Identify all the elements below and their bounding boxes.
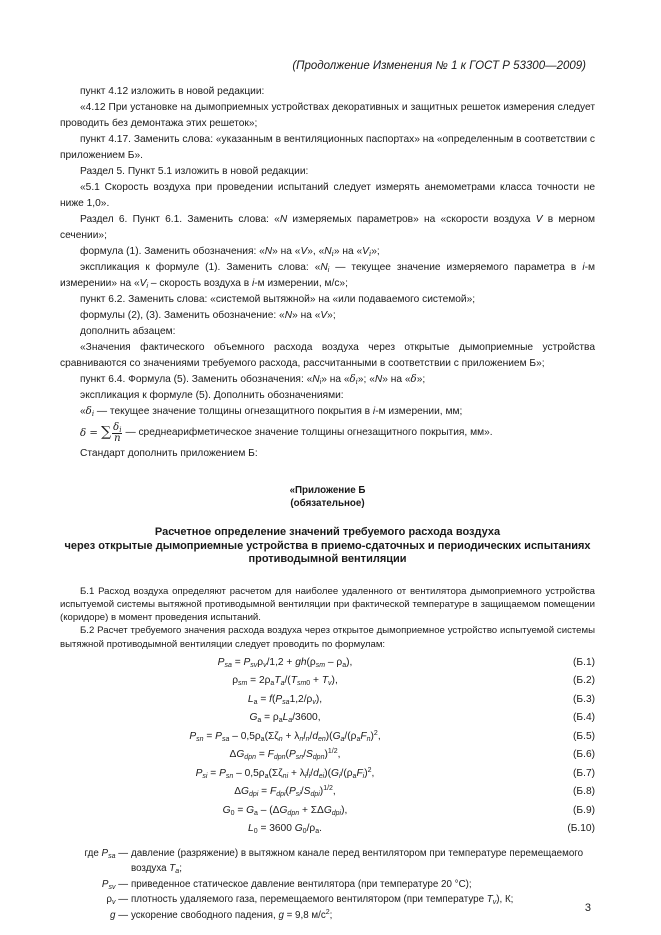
- delta-mean-description: — среднеарифметическое значение толщины огнезащитного покрытия, мм».: [125, 427, 493, 438]
- formula-b7: $P_{si} = P_{sn} - 0,5\rho_a(\Sigma\zeta_{ni} + \lambda_il_i/d_{ei})(G_i/(\rho_aF_i)^2$, (Б.7): [195, 766, 595, 780]
- appendix-heading: [60, 484, 595, 510]
- delta-formula-lhs: δ = ∑: [80, 424, 112, 440]
- amendment-4-12-text: «4.12 При установке на дымоприемных устройствах декоративных и защитных решеток измерения следует проводить без демонтажа этих решеток»;: [60, 102, 595, 129]
- explication-g: g — ускорение свободного падения, g = 9,8 $м/с^2$;: [110, 908, 333, 921]
- delta-fraction: $\frac{\delta_i}{n}$: [113, 421, 122, 444]
- amendment-formula-1: формула (1). Заменить обозначения: «N» на «V», «$N_i$» на «$V_i$»;: [80, 246, 380, 258]
- formula-number: (Б.7): [573, 767, 595, 779]
- amendment-6-2: пункт 6.2. Заменить слова: «системой вытяжной» на «или подаваемого системой»;: [80, 294, 476, 305]
- formula-b4: $G_a = \rho_aL_a/3600$, (Б.4): [249, 712, 595, 725]
- formula-number: (Б.3): [573, 693, 595, 705]
- amendment-explication-5: экспликация к формуле (5). Дополнить обозначениями:: [80, 390, 344, 401]
- formula-b3: $L_a = f(P_{sa}1,2/\rho_v)$, (Б.3): [247, 693, 595, 706]
- formula-number: (Б.1): [573, 656, 595, 668]
- formula-b6: $\Delta G_{dpn} = F_{dpn}(P_{sn}/S_{dpn})^{1/2}$, (Б.6): [229, 748, 595, 762]
- formula-number: (Б.8): [573, 786, 595, 798]
- amendment-added-paragraph-text: «Значения фактического объемного расхода воздуха через открытые дымоприемные устройства сравниваются со значениями требуемого расхода, рассчитанными в соответствии с приложением Б»;: [60, 342, 595, 369]
- document-body: [60, 84, 595, 923]
- formula-number: (Б.5): [573, 730, 595, 742]
- explication-psv: $P_{sv}$ — приведенное статическое давление вентилятора (при температуре 20 °C);: [101, 878, 472, 891]
- appendix-label: «Приложение Б: [289, 485, 366, 496]
- amendment-6-1: Раздел 6. Пункт 6.1. Заменить слова: «N измеряемых параметров» на «скорости воздуха V в мерном сечении»;: [60, 214, 595, 241]
- running-header: (Продолжение Изменения № 1 к ГОСТ Р 53300—2009): [292, 60, 586, 72]
- appendix-body: [60, 585, 595, 651]
- amendment-add-paragraph: дополнить абзацем:: [80, 326, 176, 337]
- amendment-4-17: пункт 4.17. Заменить слова: «указанным в вентиляционных паспортах» на «определенным в соответствии с приложением Б».: [60, 134, 595, 161]
- formula-number: (Б.10): [567, 823, 595, 835]
- formula-b10: $L_0 = 3600$ $G_0/\rho_a$. (Б.10): [248, 823, 595, 836]
- formula-number: (Б.2): [573, 675, 595, 687]
- amendment-5-1-text: «5.1 Скорость воздуха при проведении испытаний следует измерять анемометрами класса точности не ниже 1,0».: [60, 182, 595, 209]
- formula-b9: $G_0 = G_a - (\Delta G_{dpn} + \Sigma\Delta G_{dpi})$, (Б.9): [222, 804, 595, 817]
- amendment-4-12-intro: пункт 4.12 изложить в новой редакции:: [80, 86, 265, 97]
- amendment-6-4: пункт 6.4. Формула (5). Заменить обозначения: «$N_i$» на «$\delta_i$»; «N» на «δ»;: [80, 374, 426, 386]
- formula-b1: $P_{sa} = P_{sv}\rho_v/1,2 + gh(\rho_{sm} - \rho_a)$, (Б.1): [217, 656, 595, 669]
- explication-psa: где $P_{sa}$ — давление (разряжение) в вытяжном канале перед вентилятором при температуре перемещаемого воздуха $T_a$;: [84, 847, 584, 876]
- formula-number: (Б.6): [573, 749, 595, 761]
- appendix-status: (обязательное): [290, 498, 365, 509]
- clause-b1: Б.1 Расход воздуха определяют расчетом для наиболее удаленного от вентилятора дымоприемного устройства испытуемой системы вытяжной противодымной вентиляции при фактической температуре в защищаемом помещении (коридоре) в момент проведения испытаний.: [60, 585, 595, 624]
- formula-b2: $\rho_{sm} = 2\rho_aT_a/(T_{sm0} + T_v)$, (Б.2): [232, 675, 595, 688]
- amendment-section-5: Раздел 5. Пункт 5.1 изложить в новой редакции:: [80, 166, 309, 177]
- symbol-explication: [60, 846, 595, 924]
- formula-b8: $\Delta G_{dpi} = F_{dpi}(P_{si}/S_{dpi})^{1/2}$, (Б.8): [234, 785, 595, 799]
- appendix-title: Расчетное определение значений требуемого расхода воздуха через открытые дымоприемные устройства в приемо-сдаточных и периодических испытаниях противодымной вентиляции: [64, 526, 591, 565]
- delta-mean-formula: [60, 422, 595, 444]
- amendment-explication-1: экспликация к формуле (1). Заменить слова: «$N_i$ — текущее значение измеряемого параметра в i-м измерении» на «$V_i$ – скорость воздуха в i-м измерении, м/с»;: [60, 262, 595, 290]
- formula-number: (Б.9): [573, 804, 595, 816]
- add-appendix-b: Стандарт дополнить приложением Б:: [80, 448, 258, 459]
- delta-i-definition: «$\delta_i$ — текущее значение толщины огнезащитного покрытия в i-м измерении, мм;: [80, 406, 463, 418]
- explication-rho-v: $\rho_v$ — плотность удаляемого газа, перемещаемого вентилятором (при температуре $T_v$), К;: [106, 894, 514, 907]
- clause-b2: Б.2 Расчет требуемого значения расхода воздуха через открытое дымоприемное устройство испытуемой системы вытяжной противодымной вентиляции следует проводить по формулам:: [60, 625, 595, 650]
- formula-list: [60, 655, 595, 840]
- formula-number: (Б.4): [573, 712, 595, 724]
- page-number: 3: [584, 902, 591, 914]
- formula-b5: $P_{sn} = P_{sa} - 0,5\rho_a(\Sigma\zeta_n + \lambda_nl_n/d_{en})(G_a/(\rho_aF_n)^2$, (Б.5): [189, 729, 595, 743]
- amendment-formulas-2-3: формулы (2), (3). Заменить обозначение: «N» на «V»;: [80, 310, 336, 321]
